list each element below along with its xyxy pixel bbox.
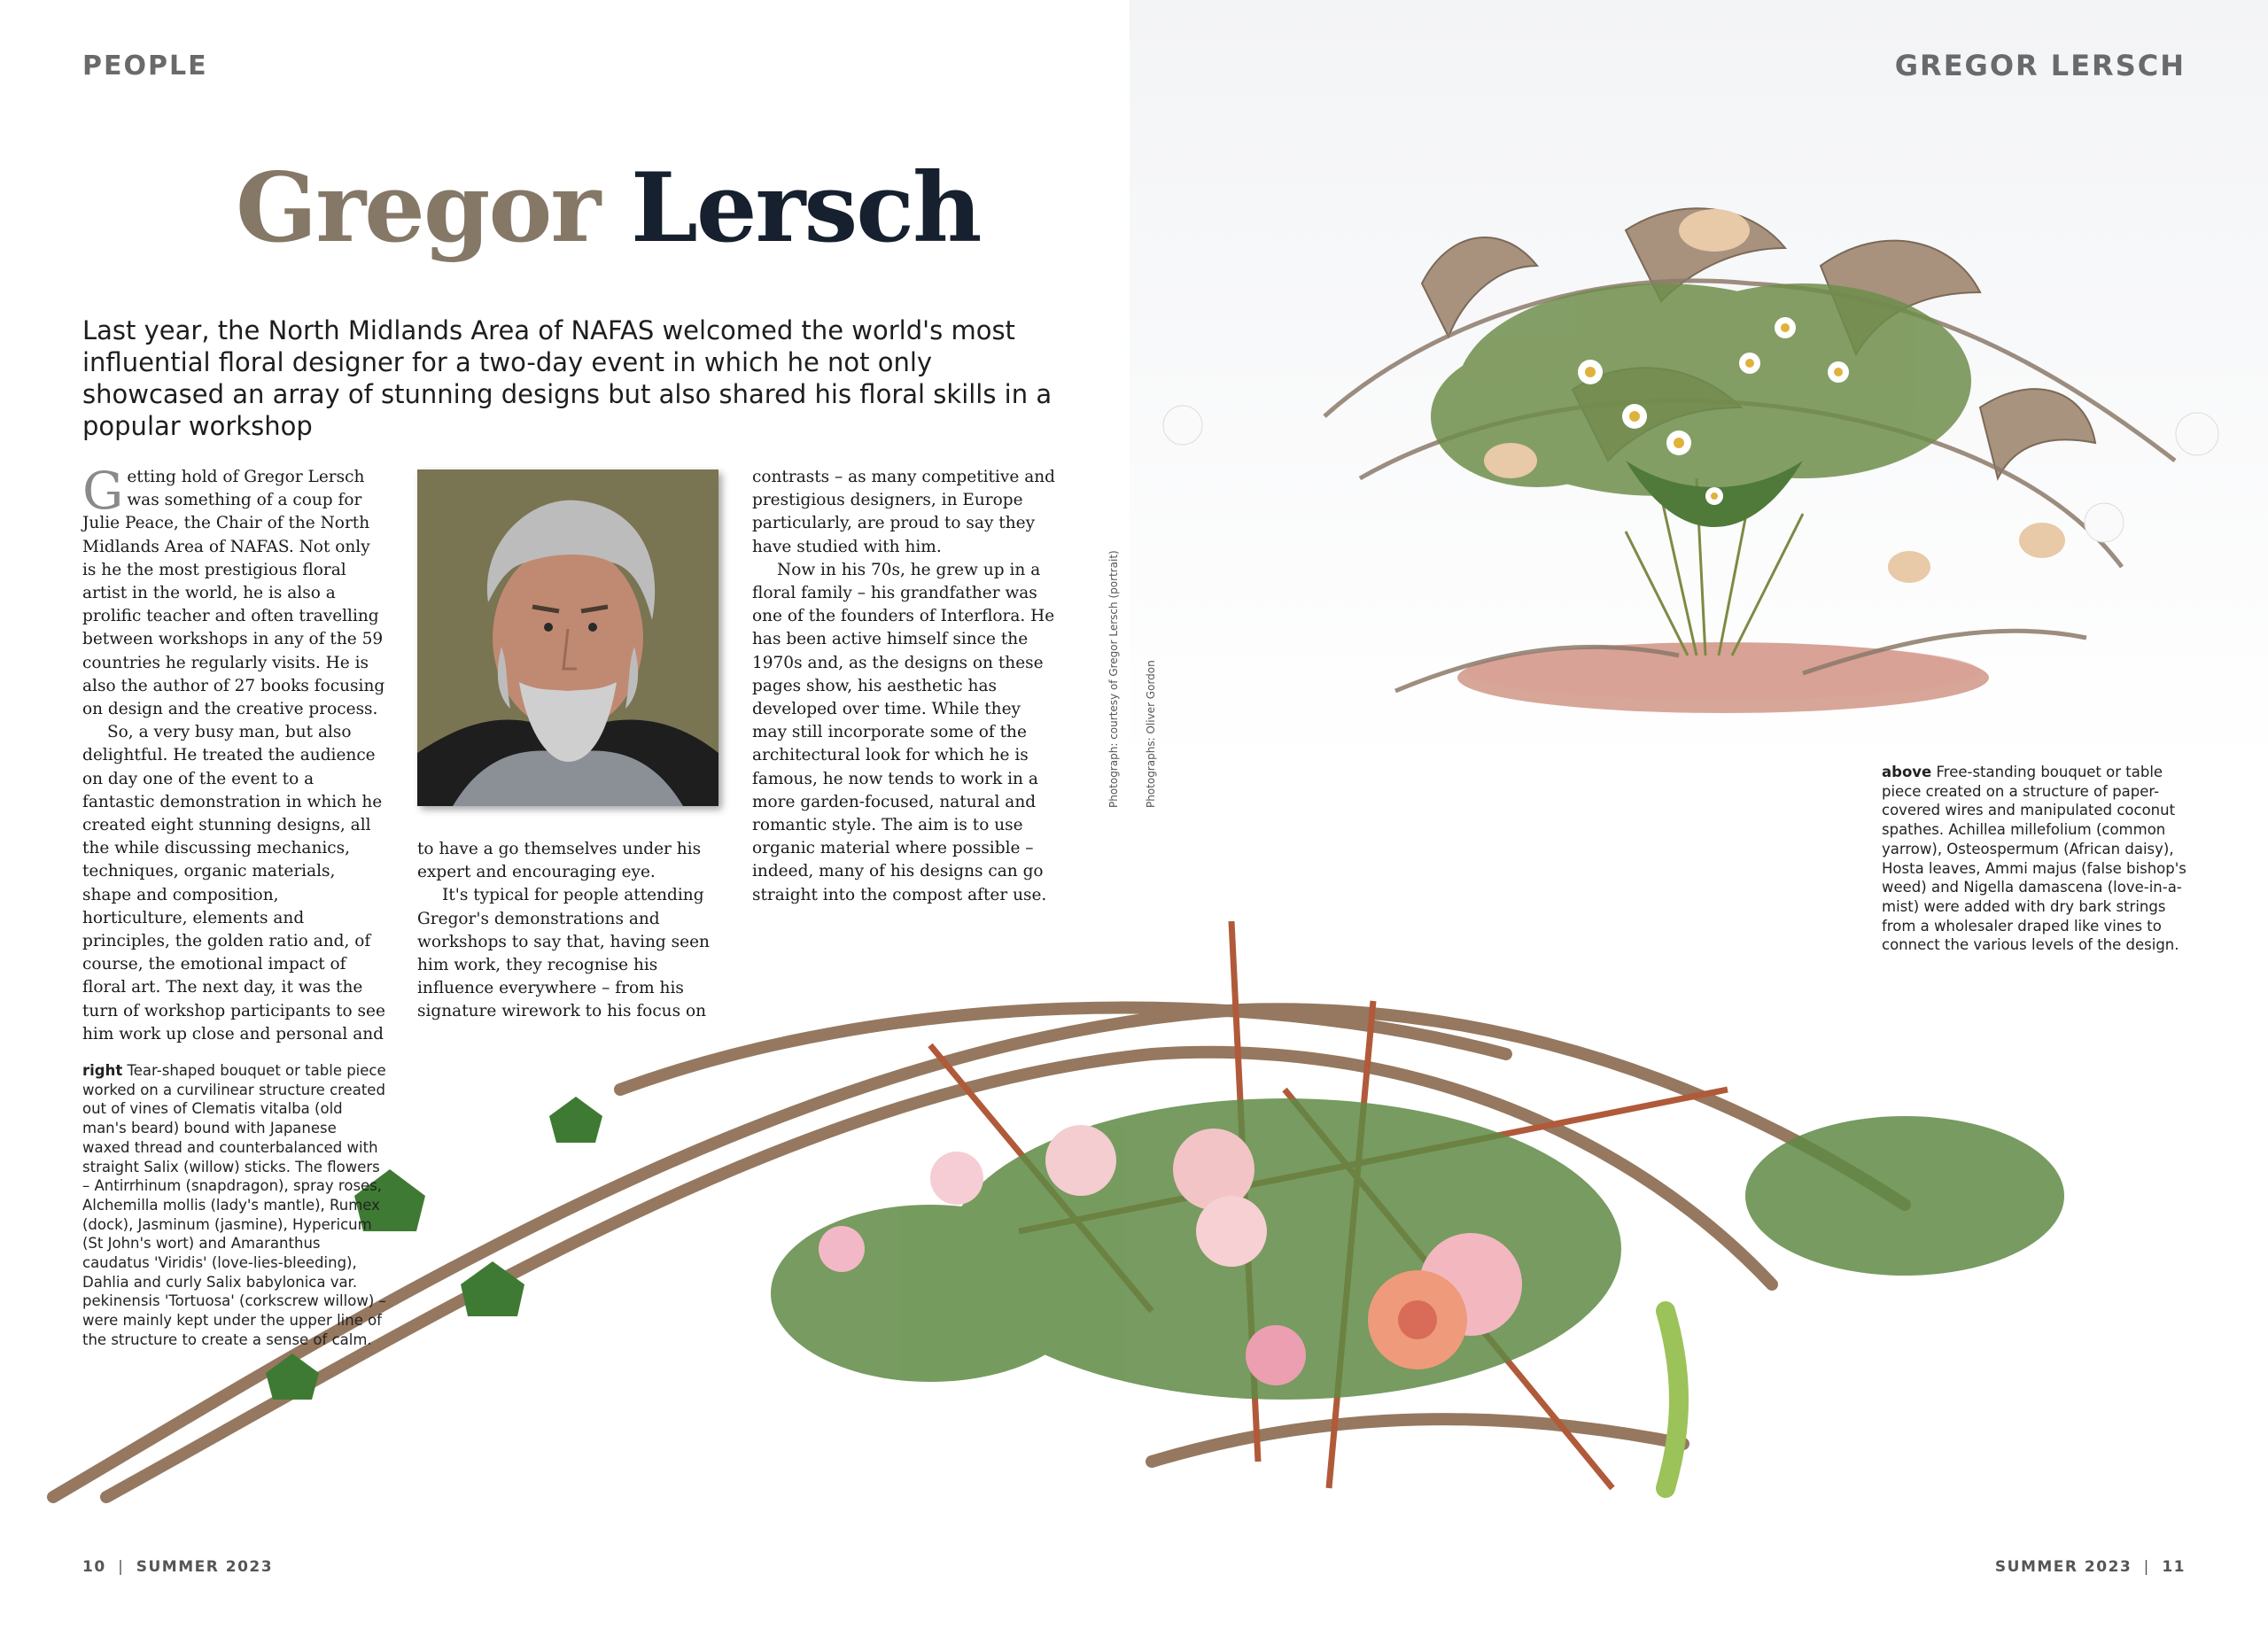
folio-divider: |	[118, 1558, 125, 1576]
caption-above	[1882, 763, 2187, 955]
section-label: PEOPLE	[82, 50, 208, 81]
page-number: 10	[82, 1558, 106, 1576]
folio-right	[1995, 1558, 2186, 1576]
caption-text: Tear-shaped bouquet or table piece worked on a curvilinear structure created out of vines of Clematis vitalba (old man's beard) bound with Japanese waxed thread and counterbalanced with straight Salix (willow) sticks. The flowers – Antirrhinum (snapdragon), spray roses, Alchemilla mollis (lady's mantle), Rumex (dock), Jasminum (jasmine), Hypericum (St John's wort) and Amaranthus caudatus 'Viridis' (love-lies-bleeding), Dahlia and curly Salix babylonica var. pekinensis 'Tortuosa' (corkscrew willow) – were mainly kept under the upper line of the structure to create a sense of calm.	[82, 1062, 386, 1348]
bouquet-photo-top	[1130, 0, 2268, 771]
portrait-photo	[417, 469, 718, 806]
caption-right	[82, 1061, 388, 1350]
photo-credit: Photographs: Oliver Gordon	[1145, 660, 1157, 808]
issue-label: SUMMER 2023	[136, 1558, 274, 1576]
page-number: 11	[2162, 1558, 2186, 1576]
paragraph: contrasts – as many competitive and prestigious designers, in Europe particularly, are proud to say they have studied with him.	[752, 468, 1055, 556]
folio-left	[82, 1558, 273, 1576]
body-column-3	[752, 466, 1058, 907]
body-column-1	[82, 461, 388, 1046]
issue-label: SUMMER 2023	[1994, 1558, 2132, 1576]
caption-label: right	[82, 1062, 123, 1079]
title-last-name: Lersch	[630, 152, 981, 264]
caption-label: above	[1882, 764, 1932, 780]
caption-text: Free-standing bouquet or table piece created on a structure of paper-covered wires and manipulated coconut spathes. Achillea millefolium (common yarrow), Osteospermum (African daisy), Hosta leaves, Ammi majus (false bishop's weed) and Nigella damascena (love-in-a-mist) were added with dry bark strings from a wholesaler draped like vines to connect the various levels of the design.	[1882, 764, 2186, 954]
standfirst: Last year, the North Midlands Area of NAFAS welcomed the world's most influential floral designer for a two-day event in which he not only showcased an array of stunning designs but also shared his floral skills in a popular workshop	[82, 315, 1052, 441]
body-column-2	[417, 838, 723, 1024]
paragraph: Getting hold of Gregor Lersch was something of a coup for Julie Peace, the Chair of the North Midlands Area of NAFAS. Not only is he the most prestigious floral artist in the world, he is also a prolific teacher and often travelling between workshops in any of the 59 countries he regularly visits. He is also the author of 27 books focusing on design and the creative process.	[82, 461, 385, 719]
folio-divider: |	[2143, 1558, 2150, 1576]
title-first-name: Gregor	[236, 152, 600, 264]
drop-cap: G	[82, 461, 124, 521]
paragraph: Now in his 70s, he grew up in a floral family – his grandfather was one of the founders of Interflora. He has been active himself since the 1970s and, as the designs on these pages show, his aesthetic has developed over time. While they may still incorporate some of the architectural look for which he is famous, he now tends to work in a more garden-focused, natural and romantic style. The aim is to use organic material where possible – indeed, many of his designs can go straight into the compost after use.	[752, 560, 1055, 904]
portrait-credit: Photograph: courtesy of Gregor Lersch (portrait)	[1107, 550, 1120, 808]
running-head: GREGOR LERSCH	[1894, 49, 2186, 82]
paragraph: So, a very busy man, but also delightful. He treated the audience on day one of the event to a fantastic demonstration in which he created eight stunning designs, all the while discussing mechanics, techniques, organic materials, shape and composition, horticulture, elements and principles, the golden ratio and, of course, the emotional impact of floral art. The next day, it was the turn of workshop participants to see him work up close and personal and	[82, 723, 385, 1043]
paragraph: to have a go themselves under his expert and encouraging eye.	[417, 840, 702, 882]
paragraph: It's typical for people attending Gregor's demonstrations and workshops to say that, having seen him work, they recognise his influence everywhere – from his signature wirework to his focus on	[417, 886, 710, 1021]
article-title	[236, 152, 981, 264]
